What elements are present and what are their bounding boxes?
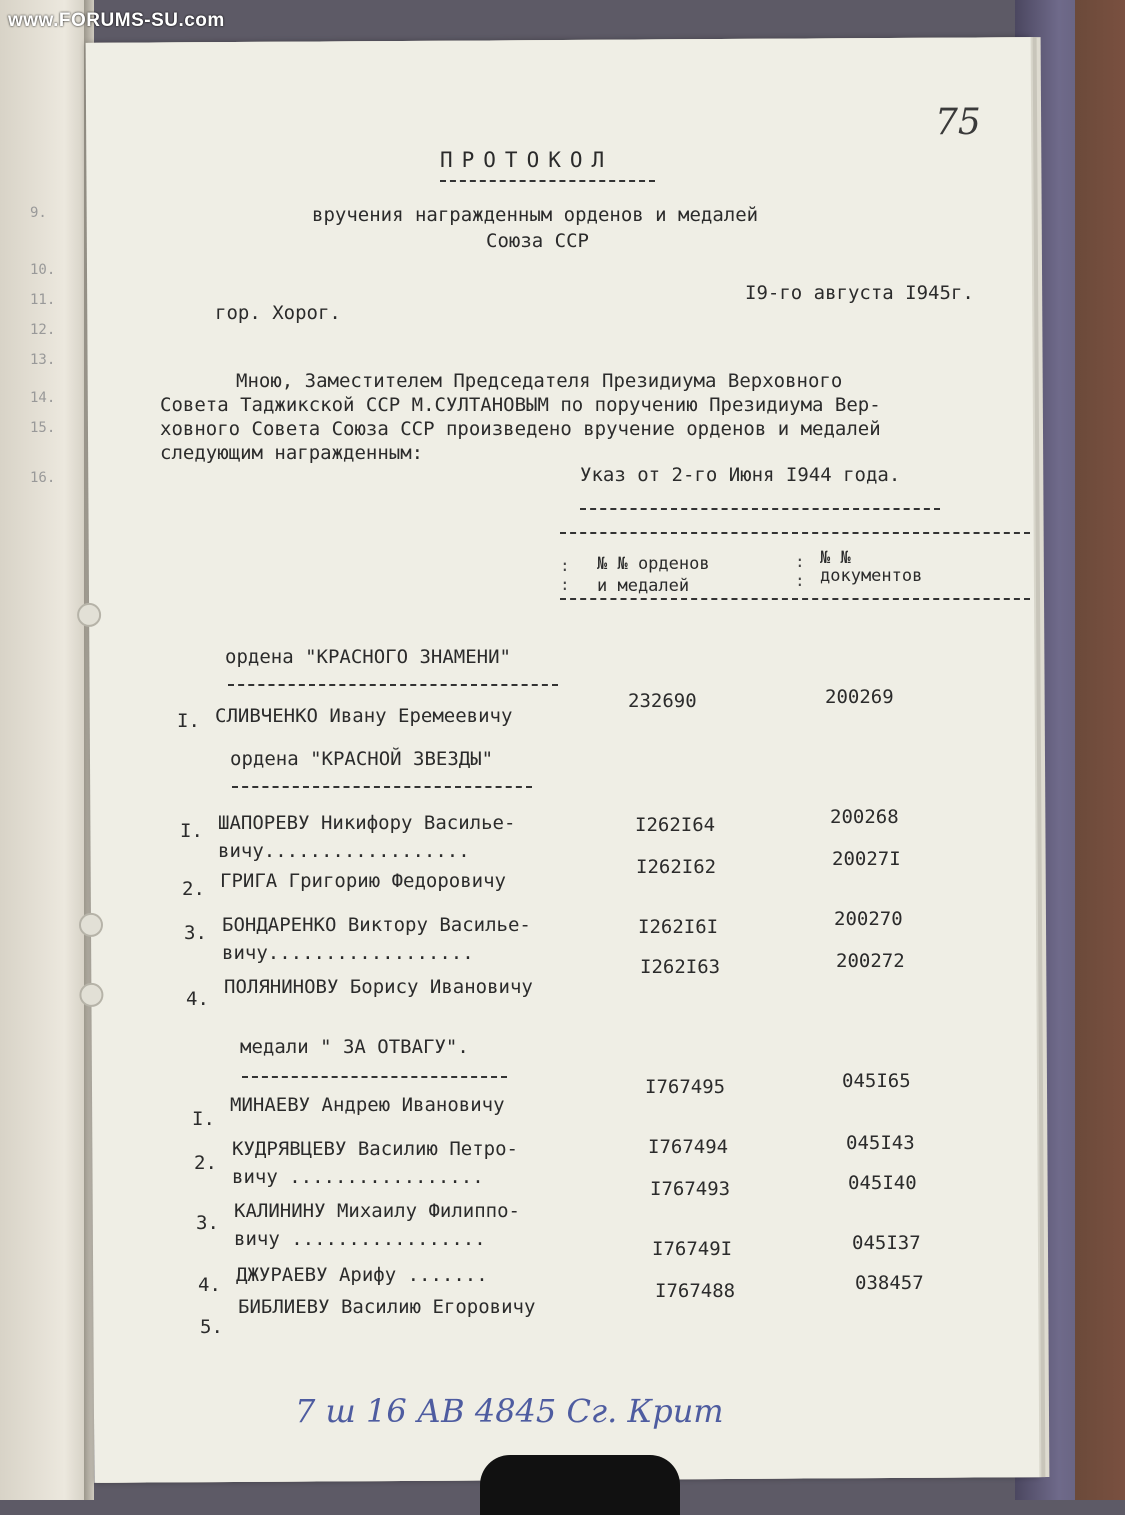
left-page-fragment: 13. bbox=[30, 352, 56, 368]
table-header-border-bottom bbox=[560, 598, 1030, 600]
column-separator: : : bbox=[795, 552, 805, 590]
row-number: 3. bbox=[184, 922, 207, 944]
left-page-fragment: 11. bbox=[30, 292, 56, 308]
recipient-name: ПОЛЯНИНОВУ Борису Ивановичу bbox=[224, 976, 533, 998]
document-title: ПРОТОКОЛ bbox=[440, 148, 614, 172]
punch-hole bbox=[79, 913, 103, 937]
document-number: 20027I bbox=[832, 848, 901, 870]
document-number: 045I40 bbox=[848, 1172, 917, 1194]
document-subtitle-2: Союза ССР bbox=[486, 230, 589, 252]
row-number: 2. bbox=[194, 1152, 217, 1174]
recipient-name: БИБЛИЕВУ Василию Егоровичу bbox=[238, 1296, 536, 1318]
document-number: 045I65 bbox=[842, 1070, 911, 1092]
punch-hole bbox=[77, 603, 101, 627]
phone-object bbox=[480, 1455, 680, 1515]
order-number: I262I62 bbox=[636, 856, 717, 878]
intro-line: следующим награжденным: bbox=[160, 442, 424, 464]
recipient-name-cont: вичу.................. bbox=[222, 942, 474, 964]
section-heading: ордена "КРАСНОГО ЗНАМЕНИ" bbox=[225, 646, 511, 668]
order-number: I262I6I bbox=[638, 916, 719, 938]
decree-heading: Указ от 2-го Июня I944 года. bbox=[580, 464, 901, 486]
left-page-fragment: 16. bbox=[30, 470, 56, 486]
recipient-name: МИНАЕВУ Андрею Ивановичу bbox=[230, 1094, 505, 1116]
row-number: 2. bbox=[182, 878, 205, 900]
left-page bbox=[0, 0, 92, 1500]
handwritten-note: 7 ш 16 АВ 4845 Сг. Крит bbox=[295, 1392, 724, 1430]
watermark: www.FORUMS-SU.com bbox=[8, 10, 225, 31]
punch-hole bbox=[79, 983, 103, 1007]
document-number: 045I37 bbox=[852, 1232, 921, 1254]
row-number: I. bbox=[177, 710, 200, 732]
document-subtitle: вручения награжденным орденов и медалей bbox=[312, 204, 759, 226]
left-page-fragment: 12. bbox=[30, 322, 56, 338]
column-header-orders: № № орденов bbox=[597, 554, 710, 574]
document-page bbox=[86, 37, 1040, 1483]
row-number: 3. bbox=[196, 1212, 219, 1234]
order-number: 232690 bbox=[628, 690, 697, 712]
section-underline bbox=[232, 786, 532, 788]
document-date: I9-го августа I945г. bbox=[745, 282, 974, 304]
recipient-name: ГРИГА Григорию Федоровичу bbox=[220, 870, 506, 892]
order-number: I767488 bbox=[655, 1280, 736, 1302]
row-number: 4. bbox=[186, 988, 209, 1010]
section-underline bbox=[228, 684, 558, 686]
row-number: 4. bbox=[198, 1274, 221, 1296]
background-table-edge bbox=[1075, 0, 1125, 1500]
document-number: 045I43 bbox=[846, 1132, 915, 1154]
order-number: I262I63 bbox=[640, 956, 721, 978]
column-header-docs-2: документов bbox=[820, 566, 923, 586]
recipient-name: КУДРЯВЦЕВУ Василию Петро- bbox=[232, 1138, 518, 1160]
title-underline bbox=[440, 180, 655, 182]
page-number: 75 bbox=[935, 102, 981, 143]
section-underline bbox=[242, 1076, 507, 1078]
recipient-name-cont: вичу.................. bbox=[218, 840, 470, 862]
order-number: I76749I bbox=[652, 1238, 733, 1260]
document-number: 200270 bbox=[834, 908, 903, 930]
decree-underline bbox=[580, 508, 940, 510]
column-header-docs: № № bbox=[820, 548, 851, 568]
city: гор. Хорог. bbox=[215, 302, 341, 324]
document-number: 200272 bbox=[836, 950, 905, 972]
recipient-name: КАЛИНИНУ Михаилу Филиппо- bbox=[234, 1200, 520, 1222]
recipient-name: ДЖУРАЕВУ Арифу ....... bbox=[236, 1264, 488, 1286]
recipient-name: СЛИВЧЕНКО Ивану Еремеевичу bbox=[215, 705, 513, 727]
intro-line: Мною, Заместителем Председателя Президиума Верховного bbox=[236, 370, 843, 392]
order-number: I767494 bbox=[648, 1136, 729, 1158]
recipient-name: БОНДАРЕНКО Виктору Василье- bbox=[222, 914, 531, 936]
recipient-name-cont: вичу ................. bbox=[234, 1228, 486, 1250]
column-header-orders-2: и медалей bbox=[597, 576, 690, 596]
order-number: I767493 bbox=[650, 1178, 731, 1200]
order-number: I262I64 bbox=[635, 814, 716, 836]
intro-line: ховного Совета Союза ССР произведено вручение орденов и медалей bbox=[160, 418, 881, 440]
document-number: 038457 bbox=[855, 1272, 924, 1294]
left-page-fragment: 14. bbox=[30, 390, 56, 406]
document-number: 200269 bbox=[825, 686, 894, 708]
section-heading: медали " ЗА ОТВАГУ". bbox=[240, 1036, 469, 1058]
recipient-name: ШАПОРЕВУ Никифору Василье- bbox=[218, 812, 516, 834]
section-heading: ордена "КРАСНОЙ ЗВЕЗДЫ" bbox=[230, 748, 494, 770]
row-number: I. bbox=[192, 1108, 215, 1130]
order-number: I767495 bbox=[645, 1076, 726, 1098]
row-number: 5. bbox=[200, 1316, 223, 1338]
left-page-fragment: 15. bbox=[30, 420, 56, 436]
left-page-fragment: 9. bbox=[30, 205, 47, 221]
left-page-fragment: 10. bbox=[30, 262, 56, 278]
recipient-name-cont: вичу ................. bbox=[232, 1166, 484, 1188]
row-number: I. bbox=[180, 820, 203, 842]
intro-line: Совета Таджикской ССР М.СУЛТАНОВЫМ по поручению Президиума Вер- bbox=[160, 394, 881, 416]
table-header-border-top bbox=[560, 532, 1030, 534]
column-separator: : : bbox=[560, 556, 570, 594]
document-number: 200268 bbox=[830, 806, 899, 828]
